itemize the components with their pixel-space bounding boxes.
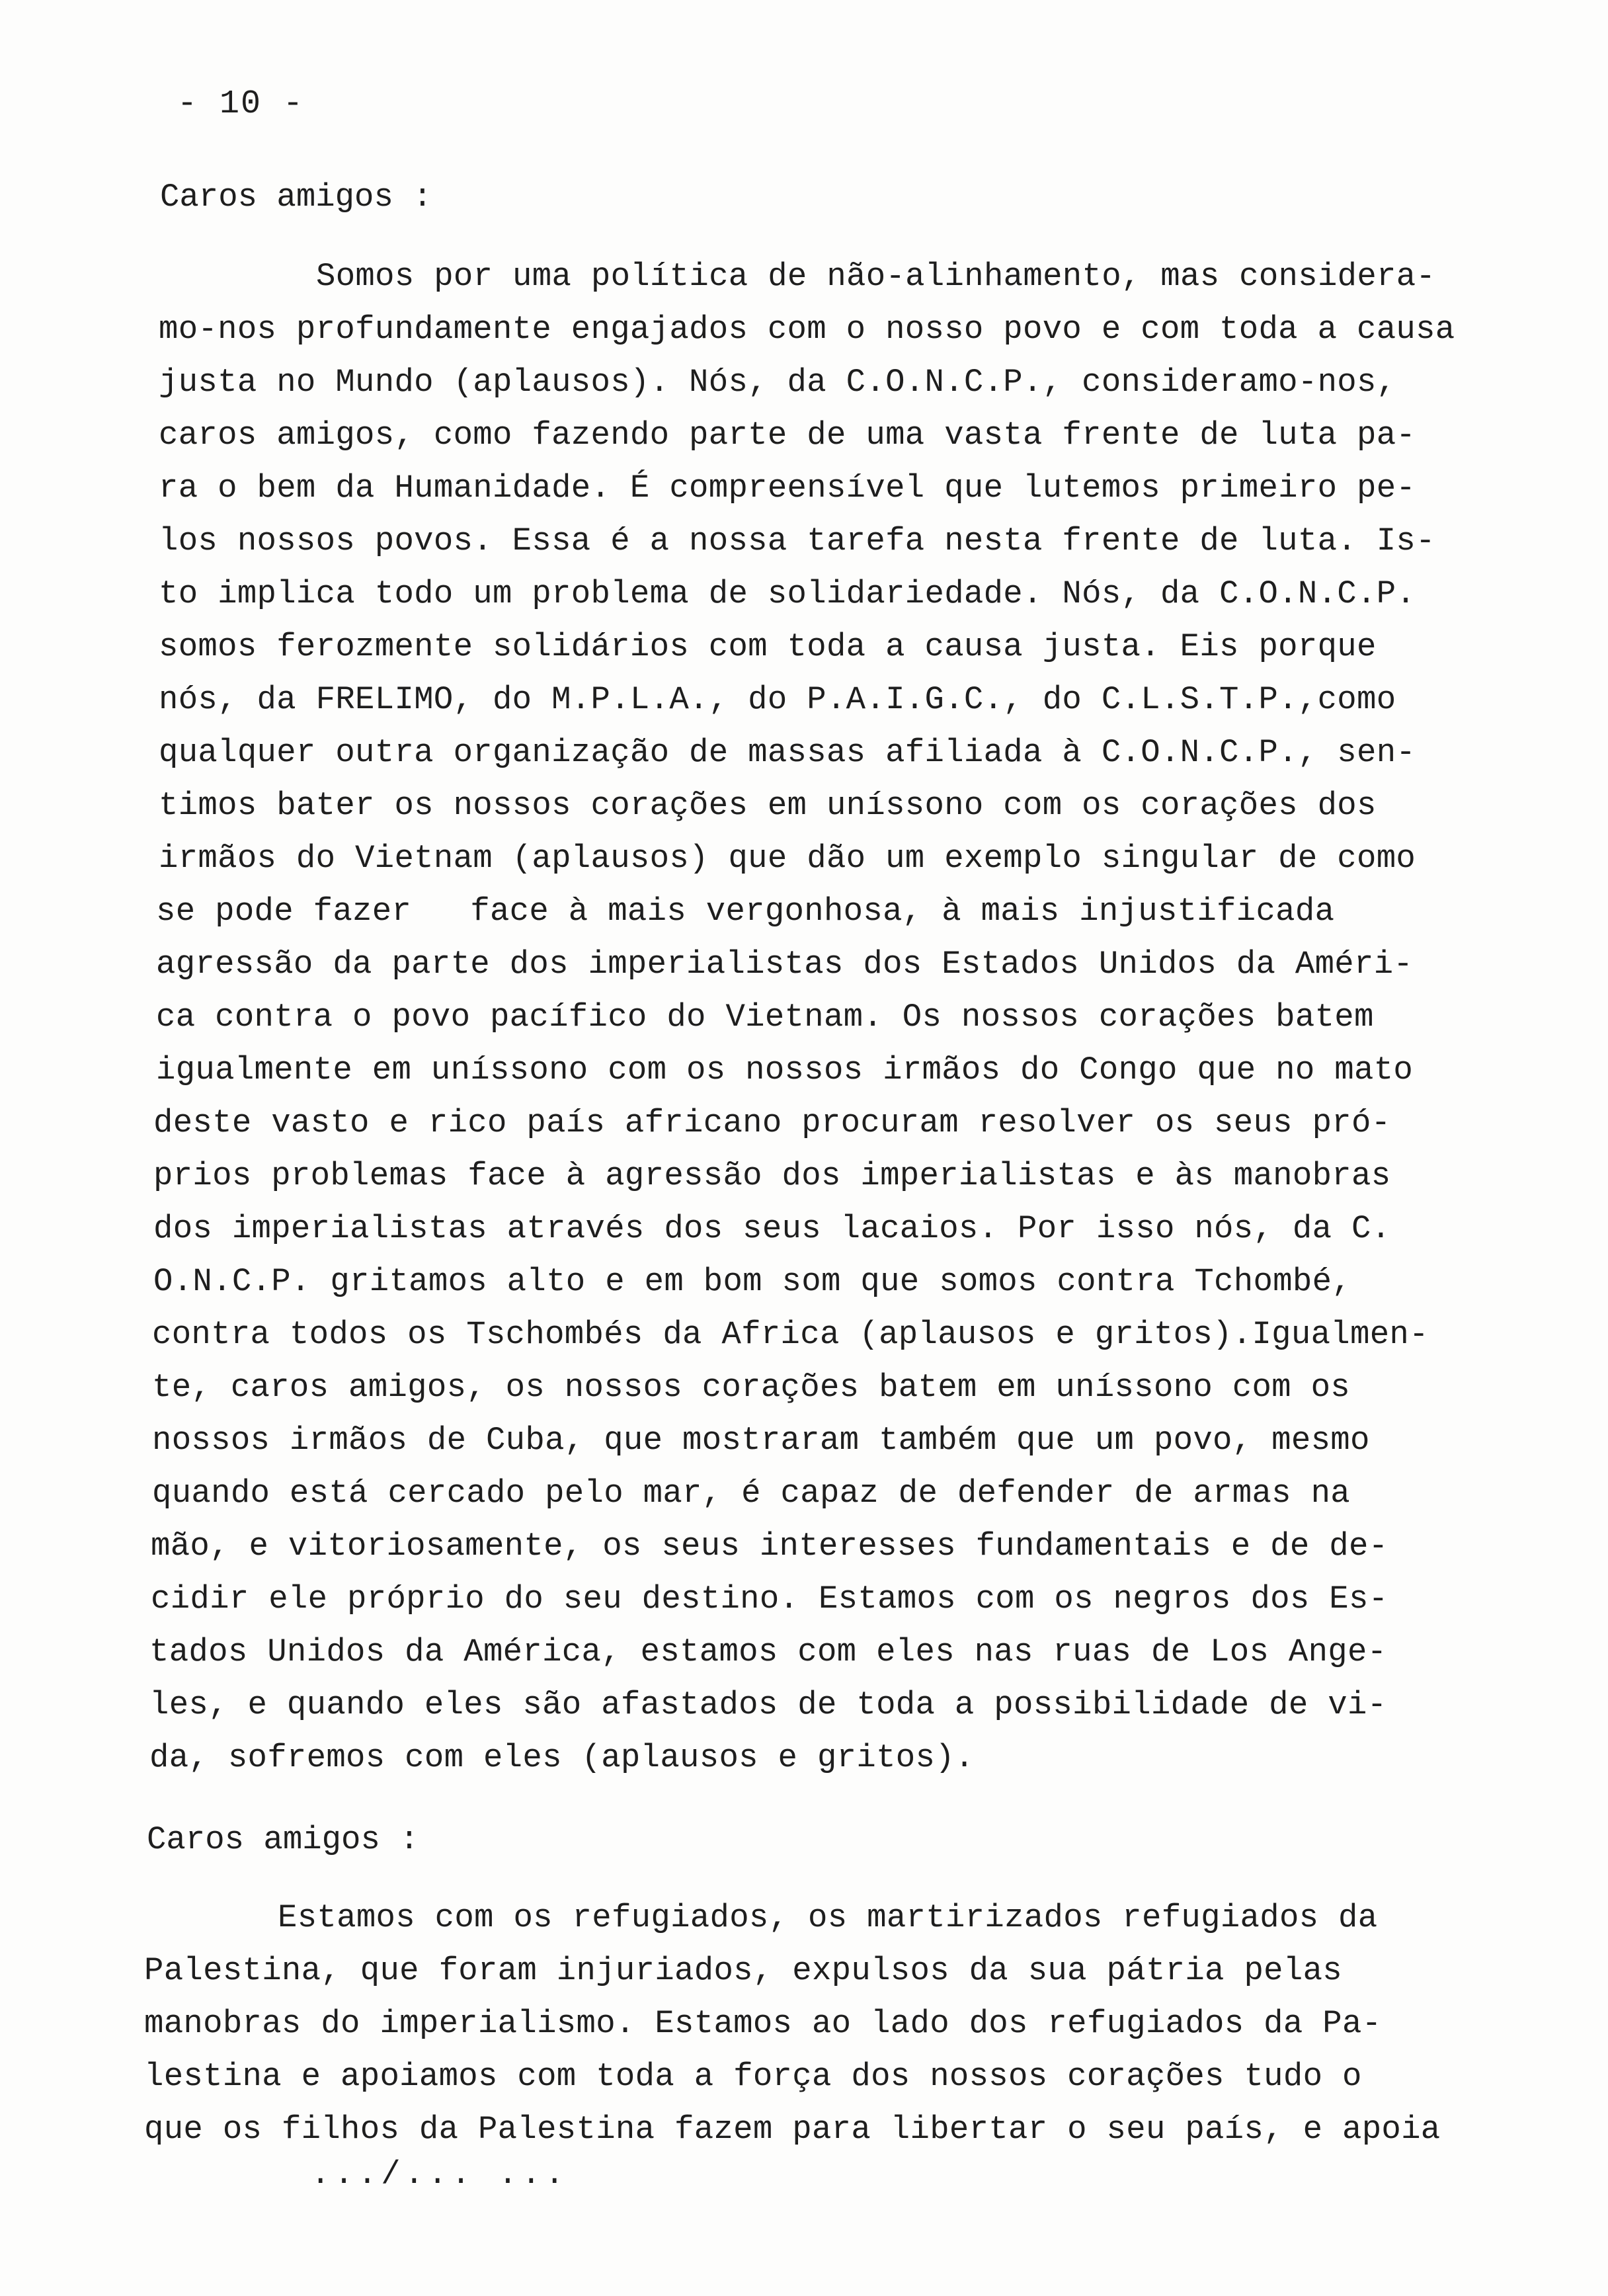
text-line: igualmente em uníssono com os nossos irmãos do Congo que no mato	[156, 1051, 1414, 1088]
text-line: mo-nos profundamente engajados com o nosso povo e com toda a causa	[159, 311, 1455, 348]
continuation-mark: .../... ...	[311, 2156, 569, 2193]
text-line: agressão da parte dos imperialistas dos Estados Unidos da Améri-	[156, 946, 1414, 983]
text-line: cidir ele próprio do seu destino. Estamos com os negros dos Es-	[151, 1580, 1388, 1618]
text-line: somos ferozmente solidários com toda a causa justa. Eis porque	[159, 628, 1377, 665]
text-line: mão, e vitoriosamente, os seus interesses fundamentais e de de-	[151, 1528, 1388, 1565]
text-line: que os filhos da Palestina fazem para libertar o seu país, e apoia	[144, 2111, 1441, 2148]
text-line: dos imperialistas através dos seus lacaios. Por isso nós, da C.	[153, 1210, 1391, 1247]
text-line: prios problemas face à agressão dos imperialistas e às manobras	[153, 1157, 1391, 1194]
text-line: tados Unidos da América, estamos com eles nas ruas de Los Ange-	[149, 1633, 1387, 1670]
page-number: - 10 -	[177, 85, 305, 123]
text-line: Somos por uma política de não-alinhamento, mas considera-	[316, 258, 1436, 295]
text-line: manobras do imperialismo. Estamos ao lado dos refugiados da Pa-	[144, 2005, 1382, 2042]
text-line: to implica todo um problema de solidariedade. Nós, da C.O.N.C.P.	[159, 575, 1416, 612]
text-line: se pode fazer face à mais vergonhosa, à mais injustificada	[156, 893, 1335, 930]
text-line: Palestina, que foram injuriados, expulsos da sua pátria pelas	[144, 1952, 1342, 1989]
text-line: quando está cercado pelo mar, é capaz de defender de armas na	[152, 1475, 1350, 1512]
text-line: justa no Mundo (aplausos). Nós, da C.O.N.C.P., consideramo-nos,	[159, 364, 1396, 401]
text-line: deste vasto e rico país africano procuram resolver os seus pró-	[153, 1104, 1391, 1141]
text-line: les, e quando eles são afastados de toda a possibilidade de vi-	[149, 1686, 1387, 1723]
text-line: nós, da FRELIMO, do M.P.L.A., do P.A.I.G.C., do C.L.S.T.P.,como	[159, 681, 1396, 718]
text-line: irmãos do Vietnam (aplausos) que dão um exemplo singular de como	[159, 840, 1416, 877]
text-line: ra o bem da Humanidade. É compreensível que lutemos primeiro pe-	[159, 470, 1416, 507]
text-line: timos bater os nossos corações em uníssono com os corações dos	[159, 787, 1377, 824]
text-line: lestina e apoiamos com toda a força dos nossos corações tudo o	[144, 2058, 1362, 2095]
text-line: nossos irmãos de Cuba, que mostraram também que um povo, mesmo	[152, 1422, 1370, 1459]
text-line: Estamos com os refugiados, os martirizados refugiados da	[278, 1899, 1378, 1936]
text-line: O.N.C.P. gritamos alto e em bom som que somos contra Tchombé,	[153, 1263, 1351, 1300]
salutation: Caros amigos :	[160, 179, 432, 216]
text-line: contra todos os Tschombés da Africa (aplausos e gritos).Igualmen-	[152, 1316, 1429, 1353]
text-line: da, sofremos com eles (aplausos e gritos).	[149, 1739, 975, 1776]
salutation: Caros amigos :	[147, 1821, 419, 1858]
text-line: los nossos povos. Essa é a nossa tarefa nesta frente de luta. Is-	[159, 522, 1435, 559]
text-line: qualquer outra organização de massas afiliada à C.O.N.C.P., sen-	[159, 734, 1416, 771]
text-line: te, caros amigos, os nossos corações batem em uníssono com os	[152, 1369, 1350, 1406]
text-line: ca contra o povo pacífico do Vietnam. Os nossos corações batem	[156, 999, 1374, 1036]
text-line: caros amigos, como fazendo parte de uma vasta frente de luta pa-	[159, 417, 1416, 454]
